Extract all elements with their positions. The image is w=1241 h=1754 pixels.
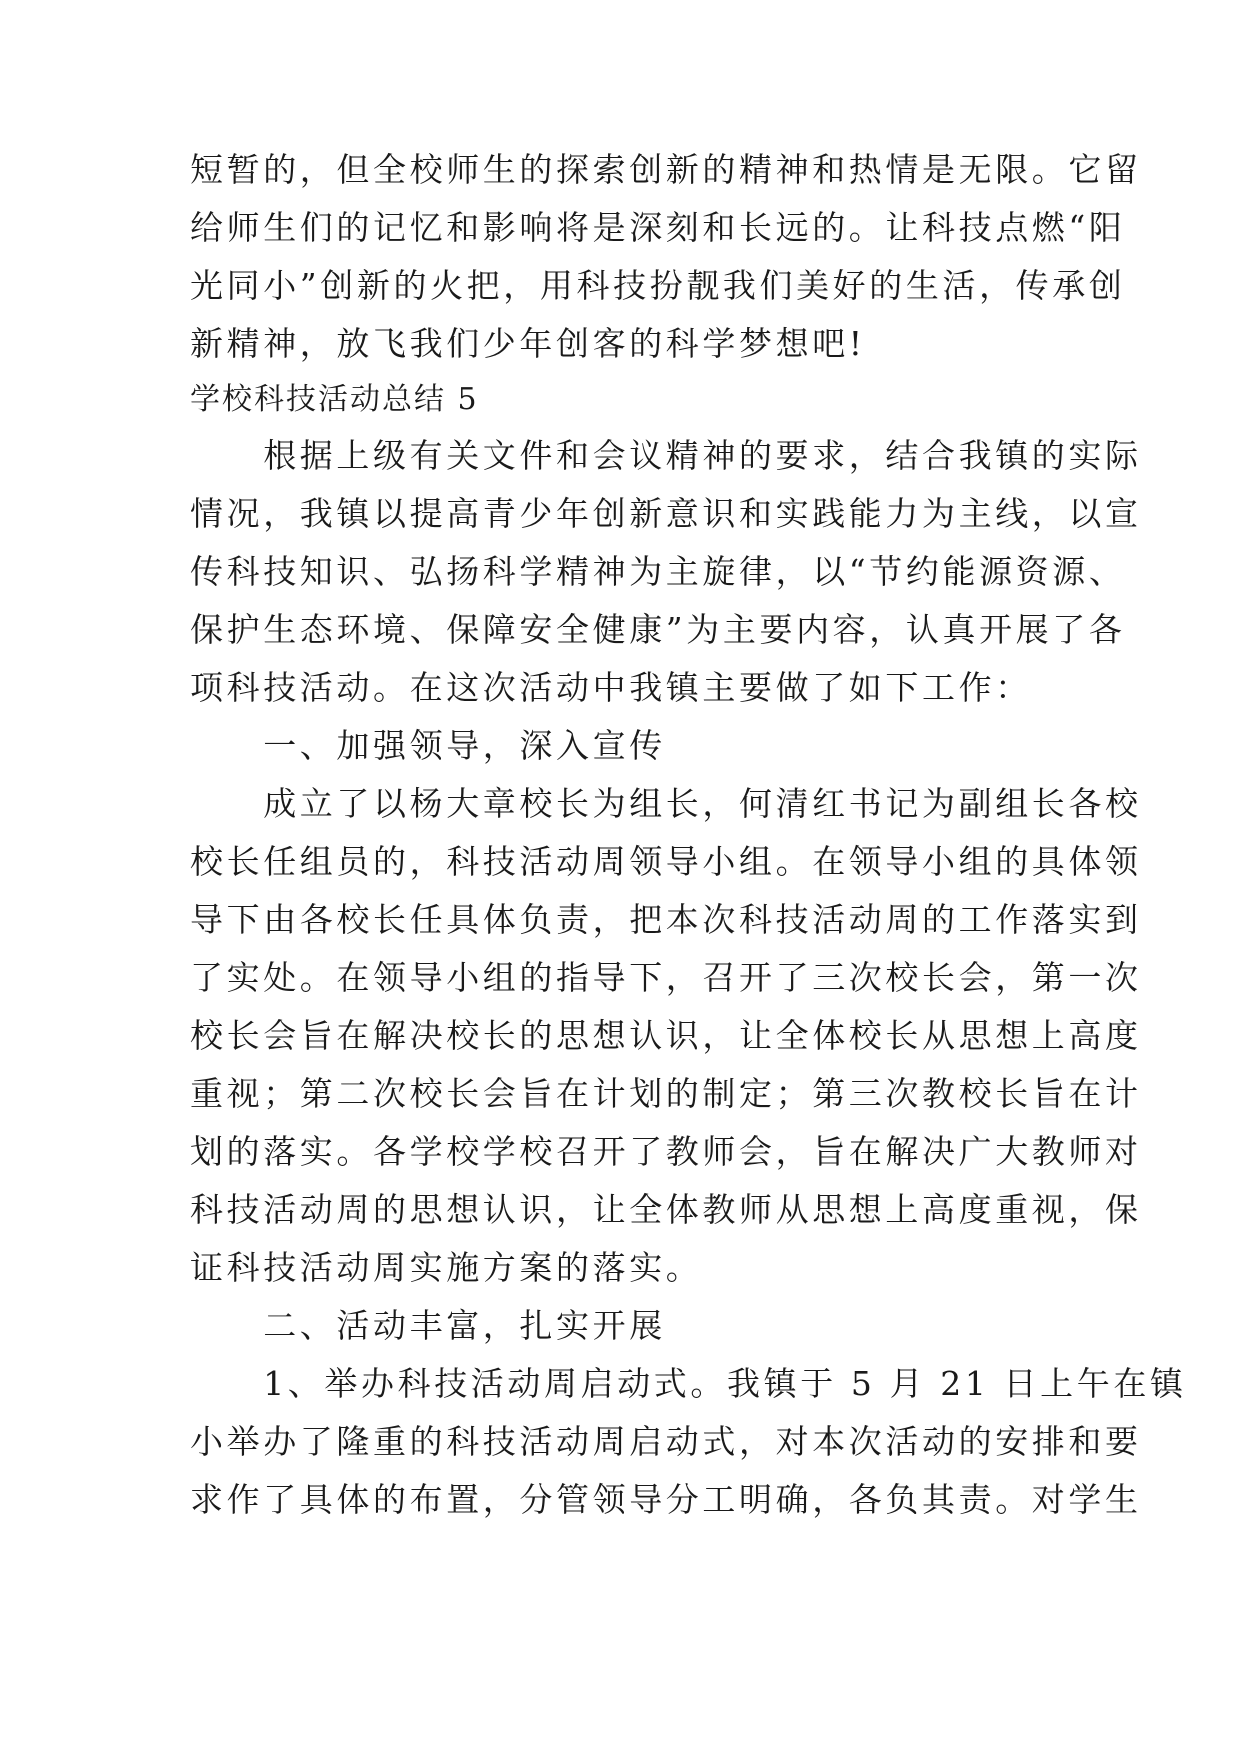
text-line: 成立了以杨大章校长为组长，何清红书记为副组长各校 — [190, 784, 1142, 823]
text-line: 新精神，放飞我们少年创客的科学梦想吧! — [190, 324, 866, 363]
text-line: 划的落实。各学校学校召开了教师会，旨在解决广大教师对 — [190, 1132, 1142, 1171]
text-line: 根据上级有关文件和会议精神的要求，结合我镇的实际 — [190, 436, 1142, 475]
text-line: 校长任组员的，科技活动周领导小组。在领导小组的具体领 — [190, 842, 1142, 881]
subsection-heading: 二、活动丰富，扎实开展 — [190, 1306, 666, 1345]
text-line: 了实处。在领导小组的指导下，召开了三次校长会，第一次 — [190, 958, 1142, 997]
text-line: 情况，我镇以提高青少年创新意识和实践能力为主线，以宣 — [190, 494, 1142, 533]
text-line: 传科技知识、弘扬科学精神为主旋律，以“节约能源资源、 — [190, 552, 1126, 591]
text-line: 光同小”创新的火把，用科技扮靓我们美好的生活，传承创 — [190, 266, 1126, 305]
text-line: 1、举办科技活动周启动式。我镇于 5 月 21 日上午在镇 — [190, 1364, 1187, 1403]
text-line: 项科技活动。在这次活动中我镇主要做了如下工作： — [190, 668, 1032, 707]
section-heading: 学校科技活动总结 5 — [190, 382, 479, 417]
text-line: 保护生态环境、保障安全健康”为主要内容，认真开展了各 — [190, 610, 1126, 649]
text-line: 重视；第二次校长会旨在计划的制定；第三次教校长旨在计 — [190, 1074, 1142, 1113]
text-line: 小举办了隆重的科技活动周启动式，对本次活动的安排和要 — [190, 1422, 1142, 1461]
text-line: 科技活动周的思想认识，让全体教师从思想上高度重视，保 — [190, 1190, 1142, 1229]
text-line: 校长会旨在解决校长的思想认识，让全体校长从思想上高度 — [190, 1016, 1142, 1055]
text-line: 短暂的，但全校师生的探索创新的精神和热情是无限。它留 — [190, 150, 1142, 189]
text-line: 求作了具体的布置，分管领导分工明确，各负其责。对学生 — [190, 1480, 1142, 1519]
subsection-heading: 一、加强领导，深入宣传 — [190, 726, 666, 765]
text-line: 证科技活动周实施方案的落实。 — [190, 1248, 703, 1287]
text-line: 导下由各校长任具体负责，把本次科技活动周的工作落实到 — [190, 900, 1142, 939]
text-line: 给师生们的记忆和影响将是深刻和长远的。让科技点燃“阳 — [190, 208, 1126, 247]
